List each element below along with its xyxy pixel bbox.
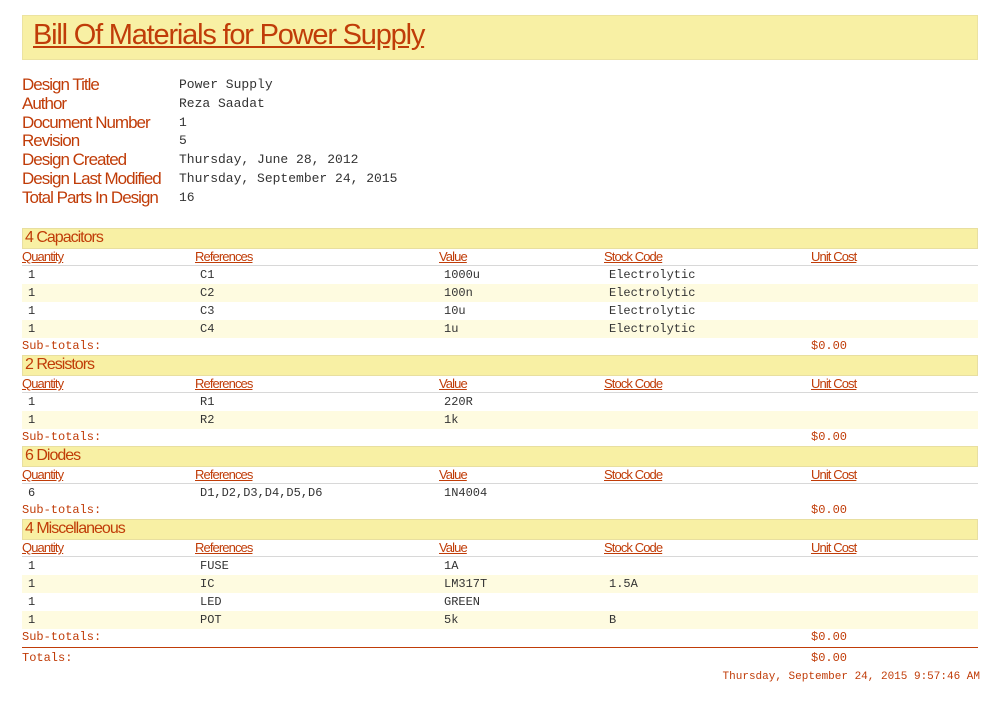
column-header: Unit Cost [811, 467, 857, 482]
totals-divider [22, 647, 978, 648]
info-value: 16 [179, 189, 195, 205]
subtotal-value: $0.00 [811, 339, 848, 353]
table-cell: 5k [444, 613, 459, 627]
table-cell: D1,D2,D3,D4,D5,D6 [200, 486, 323, 500]
info-value: Thursday, September 24, 2015 [179, 170, 398, 186]
totals-value: $0.00 [811, 651, 848, 665]
column-header-row [22, 376, 978, 393]
table-cell: 220R [444, 395, 473, 409]
column-header: Stock Code [604, 540, 663, 555]
table-row [22, 393, 978, 411]
table-cell: C1 [200, 268, 215, 282]
table-cell: 1.5A [609, 577, 638, 591]
info-value: Reza Saadat [179, 95, 265, 111]
column-header: References [195, 467, 253, 482]
table-cell: Electrolytic [609, 268, 696, 282]
column-header: Quantity [22, 540, 64, 555]
table-cell: R2 [200, 413, 215, 427]
table-cell: Electrolytic [609, 304, 696, 318]
table-row [22, 320, 978, 338]
title-bar [22, 15, 978, 60]
column-header: References [195, 376, 253, 391]
table-cell: 1N4004 [444, 486, 488, 500]
table-cell: 100n [444, 286, 473, 300]
totals-label: Totals: [22, 651, 73, 665]
table-cell: Electrolytic [609, 286, 696, 300]
column-header: Value [439, 249, 467, 264]
table-row [22, 593, 978, 611]
column-header-row [22, 540, 978, 557]
table-cell: C3 [200, 304, 215, 318]
table-cell: 1 [28, 304, 36, 318]
column-header: Unit Cost [811, 249, 857, 264]
info-label: Design Created [22, 150, 127, 170]
section-title: 4 Capacitors [25, 229, 103, 246]
column-header: Quantity [22, 467, 64, 482]
info-value: Power Supply [179, 77, 273, 92]
table-cell: C2 [200, 286, 215, 300]
table-cell: LM317T [444, 577, 488, 591]
table-cell: C4 [200, 322, 215, 336]
column-header-row [22, 467, 978, 484]
column-header: Quantity [22, 249, 64, 264]
table-cell: 1 [28, 286, 36, 300]
info-label: Revision [22, 131, 80, 151]
subtotal-value: $0.00 [811, 430, 848, 444]
info-label: Design Title [22, 75, 99, 94]
table-cell: 1 [28, 595, 36, 609]
table-cell: LED [200, 595, 222, 609]
column-header: Stock Code [604, 376, 663, 391]
section-title: 2 Resistors [25, 356, 95, 373]
column-header: References [195, 540, 253, 555]
table-cell: R1 [200, 395, 215, 409]
table-cell: 1 [28, 613, 36, 627]
table-row [22, 575, 978, 593]
subtotal-value: $0.00 [811, 630, 848, 644]
info-value: Thursday, June 28, 2012 [179, 152, 359, 168]
subtotal-label: Sub-totals: [22, 630, 102, 644]
column-header: Stock Code [604, 467, 663, 482]
table-row [22, 411, 978, 429]
column-header: Quantity [22, 376, 64, 391]
table-cell: 1 [28, 322, 36, 336]
info-label: Total Parts In Design [22, 187, 158, 207]
subtotal-row [22, 338, 978, 355]
info-label: Document Number [22, 112, 150, 132]
table-cell: IC [200, 577, 215, 591]
table-cell: 1 [28, 577, 36, 591]
table-cell: 1 [28, 268, 36, 282]
info-label: Design Last Modified [22, 168, 161, 188]
subtotal-value: $0.00 [811, 503, 848, 517]
subtotal-row [22, 429, 978, 446]
table-cell: B [609, 613, 617, 627]
subtotal-label: Sub-totals: [22, 430, 102, 444]
section-header [22, 228, 978, 249]
table-cell: 1 [28, 395, 36, 409]
table-cell: 1u [444, 322, 459, 336]
table-cell: 1k [444, 413, 459, 427]
table-cell: FUSE [200, 559, 229, 573]
subtotal-row [22, 502, 978, 519]
page-title: Bill Of Materials for Power Supply [33, 19, 425, 51]
column-header: References [195, 249, 253, 264]
table-cell: 6 [28, 486, 36, 500]
info-label: Author [22, 93, 67, 113]
column-header-row [22, 249, 978, 266]
section-header [22, 519, 978, 540]
section-header [22, 355, 978, 376]
table-cell: 10u [444, 304, 466, 318]
section-header [22, 446, 978, 467]
section-title: 6 Diodes [25, 447, 81, 464]
subtotal-label: Sub-totals: [22, 339, 102, 353]
table-cell: 1 [28, 559, 36, 573]
table-row [22, 266, 978, 284]
table-row [22, 484, 978, 502]
info-value: 1 [179, 114, 187, 130]
section-title: 4 Miscellaneous [25, 520, 125, 537]
column-header: Stock Code [604, 249, 663, 264]
table-cell: 1 [28, 413, 36, 427]
subtotal-row [22, 629, 978, 646]
table-row [22, 557, 978, 575]
table-cell: Electrolytic [609, 322, 696, 336]
table-cell: POT [200, 613, 222, 627]
table-row [22, 611, 978, 629]
column-header: Unit Cost [811, 376, 857, 391]
column-header: Value [439, 540, 467, 555]
bom-sections [22, 228, 978, 646]
column-header: Unit Cost [811, 540, 857, 555]
subtotal-label: Sub-totals: [22, 503, 102, 517]
table-cell: 1000u [444, 268, 481, 282]
footer-timestamp: Thursday, September 24, 2015 9:57:46 AM [722, 671, 980, 683]
table-cell: 1A [444, 559, 459, 573]
column-header: Value [439, 467, 467, 482]
table-row [22, 302, 978, 320]
table-cell: GREEN [444, 595, 481, 609]
info-value: 5 [179, 133, 187, 149]
column-header: Value [439, 376, 467, 391]
table-row [22, 284, 978, 302]
